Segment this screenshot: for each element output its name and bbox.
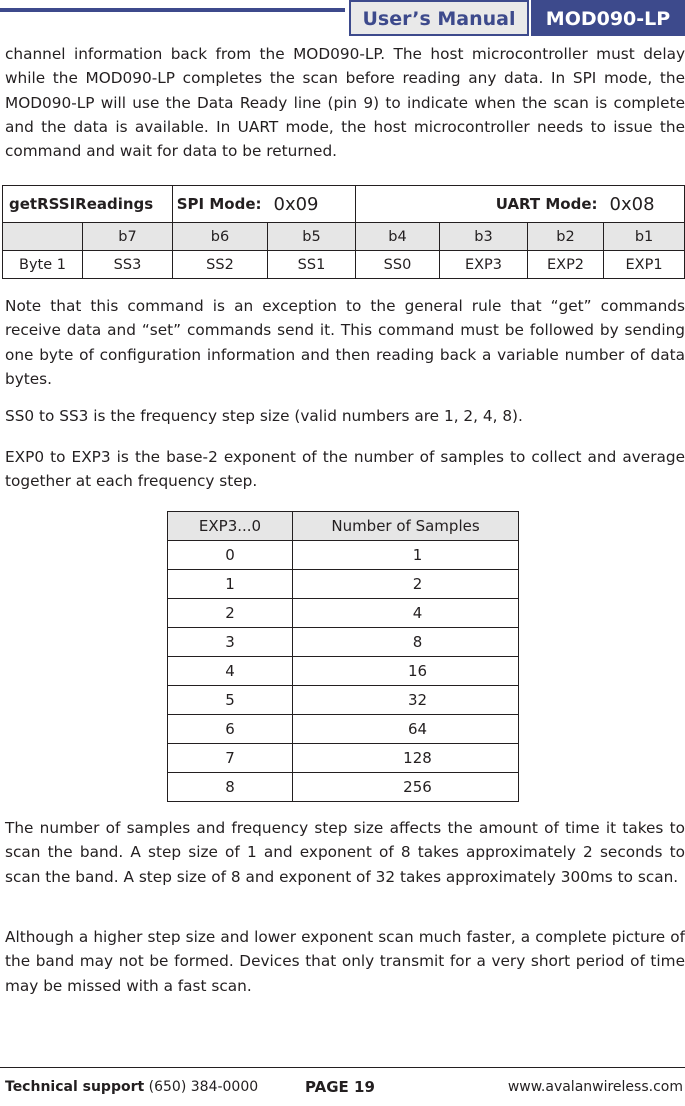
table-row [168,570,519,599]
page-number: PAGE 19 [305,1078,375,1096]
paragraph-exception-note: Note that this command is an exception to the general rule that “get” commands receive data and “set” commands send it. This command must be followed by sending one byte of configuration information and then reading back a variable number of data bytes. [5,297,685,388]
bit-header: b2 [528,223,604,251]
exp-cell: 2 [168,599,293,628]
bit-header: b6 [173,223,268,251]
support-info [5,1077,258,1097]
manual-tab: User’s Manual [349,0,529,36]
bit-field: SS2 [173,251,268,279]
header-rule [0,8,345,12]
byte-label: Byte 1 [3,251,83,279]
exp-cell: 3 [168,628,293,657]
bit-field: SS0 [356,251,440,279]
bit-header-row [3,223,685,251]
footer-rule [0,1067,685,1068]
bit-header: b7 [83,223,173,251]
table-row [168,657,519,686]
samples-table [167,511,519,802]
byte-row [3,251,685,279]
samples-cell: 8 [293,628,519,657]
uart-mode-label: UART Mode: [356,186,604,223]
exp-cell: 7 [168,744,293,773]
spi-mode-code: 0x09 [268,186,356,223]
support-phone: (650) 384-0000 [144,1079,259,1095]
samples-cell: 4 [293,599,519,628]
spi-mode-label: SPI Mode: [173,186,268,223]
samples-cell: 2 [293,570,519,599]
exp-cell: 5 [168,686,293,715]
paragraph-scan-time: The number of samples and frequency step size affects the amount of time it takes to scan the band. A step size of 1 and exponent of 8 takes approximately 2 seconds to scan the band. A step size of 8 and exponent of 32 takes approximately 300ms to scan. [5,819,685,886]
model-tab: MOD090-LP [531,0,685,36]
exp-cell: 4 [168,657,293,686]
table-row [168,628,519,657]
table-row [168,686,519,715]
exp-cell: 6 [168,715,293,744]
bit-field: EXP2 [528,251,604,279]
samples-header-row [168,512,519,541]
paragraph-fast-scan: Although a higher step size and lower exponent scan much faster, a complete picture of the band may not be formed. Devices that only transmit for a very short period of time may be missed with a fast scan. [5,928,685,995]
bit-header: b5 [268,223,356,251]
paragraph-exponent: EXP0 to EXP3 is the base-2 exponent of the number of samples to collect and average together at each frequency step. [5,448,685,491]
samples-cell: 64 [293,715,519,744]
exp-cell: 1 [168,570,293,599]
exp-cell: 8 [168,773,293,802]
bit-field: SS3 [83,251,173,279]
blank-cell [3,223,83,251]
samples-cell: 128 [293,744,519,773]
samples-cell: 16 [293,657,519,686]
bit-field: EXP3 [440,251,528,279]
table-row [168,715,519,744]
command-name: getRSSIReadings [3,186,173,223]
website-url: www.avalanwireless.com [507,1079,683,1095]
bit-header: b3 [440,223,528,251]
bit-header: b1 [604,223,685,251]
samples-cell: 256 [293,773,519,802]
samples-header: Number of Samples [293,512,519,541]
bit-field: SS1 [268,251,356,279]
uart-mode-code: 0x08 [604,186,685,223]
bit-field: EXP1 [604,251,685,279]
samples-cell: 32 [293,686,519,715]
support-label: Technical support [5,1079,145,1095]
command-table [2,185,685,279]
paragraph-step-size: SS0 to SS3 is the frequency step size (valid numbers are 1, 2, 4, 8). [5,407,523,425]
table-row [168,773,519,802]
bit-header: b4 [356,223,440,251]
exp-cell: 0 [168,541,293,570]
paragraph-scan-delay: channel information back from the MOD090-LP. The host microcontroller must delay while the MOD090-LP completes the scan before reading any data. In SPI mode, the MOD090-LP will use the Data Ready line (pin 9) to indicate when the scan is complete and the data is available. In UART mode, the host microcontroller needs to issue the command and wait for data to be returned. [5,45,685,161]
table-row [168,599,519,628]
table-row [168,541,519,570]
exp-header: EXP3...0 [168,512,293,541]
table-row [168,744,519,773]
samples-cell: 1 [293,541,519,570]
